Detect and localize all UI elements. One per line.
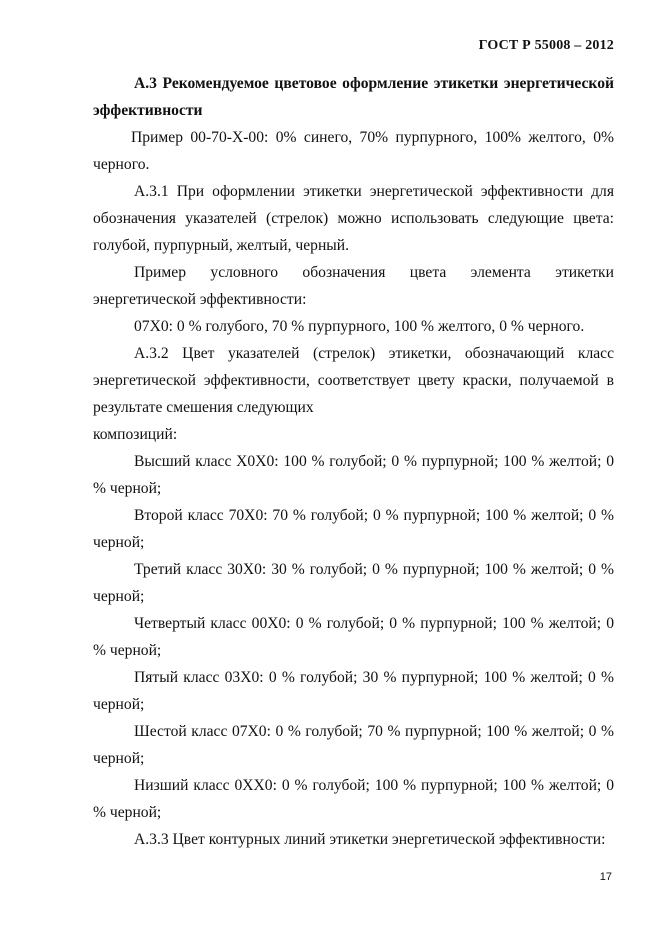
paragraph-a32-last-line: композиций: [93, 426, 178, 443]
paragraph-a33: А.3.3 Цвет контурных линий этикетки энергетической эффективности: [134, 831, 606, 848]
paragraph-a31: А.3.1 При оформлении этикетки энергетической эффективности для обозначения указателей (стрелок) можно использовать следующие цвета: голубой, пурпурный, желтый, черный. [93, 183, 614, 254]
class-item: Четвертый класс 00Х0: 0 % голубой; 0 % пурпурной; 100 % желтой; 0 % черной; [93, 615, 614, 659]
example-word: условного [210, 264, 279, 281]
example-continuation: энергетической эффективности: [93, 291, 307, 308]
class-item: Шестой класс 07Х0: 0 % голубой; 70 % пурпурной; 100 % желтой; 0 % черной; [93, 723, 614, 767]
document-body [93, 70, 614, 853]
example-word: Пример [134, 264, 186, 281]
example-word: цвета [409, 264, 447, 281]
class-item: Пятый класс 03Х0: 0 % голубой; 30 % пурпурной; 100 % желтой; 0 % черной; [93, 669, 614, 713]
example-word: обозначения [302, 264, 386, 281]
example-word: элемента [470, 264, 531, 281]
example-paragraph [93, 259, 614, 313]
section-heading: А.3 Рекомендуемое цветовое оформление этикетки энергетической эффективности [93, 75, 614, 119]
class-item: Высший класс Х0Х0: 100 % голубой; 0 % пурпурной; 100 % желтой; 0 % черной; [93, 453, 614, 497]
class-item: Третий класс 30Х0: 30 % голубой; 0 % пурпурной; 100 % желтой; 0 % черной; [93, 561, 614, 605]
page-number: 17 [599, 871, 612, 883]
paragraph-a32: А.3.2 Цвет указателей (стрелок) этикетки, обозначающий класс энергетической эффективности, соответствует цвету краски, получаемой в результате смешения следующих [93, 345, 614, 416]
document-header: ГОСТ Р 55008 – 2012 [478, 38, 614, 53]
code-line: 07Х0: 0 % голубого, 70 % пурпурного, 100 % желтого, 0 % черного. [134, 318, 585, 335]
example-word: этикетки [555, 264, 614, 281]
example-main: Пример 00-70-Х-00: 0% синего, 70% пурпурного, 100% желтого, 0% черного. [93, 129, 614, 173]
class-item: Второй класс 70Х0: 70 % голубой; 0 % пурпурной; 100 % желтой; 0 % черной; [93, 507, 614, 551]
example-first-line [93, 259, 614, 286]
class-item: Низший класс 0ХХ0: 0 % голубой; 100 % пурпурной; 100 % желтой; 0 % черной; [93, 777, 614, 821]
